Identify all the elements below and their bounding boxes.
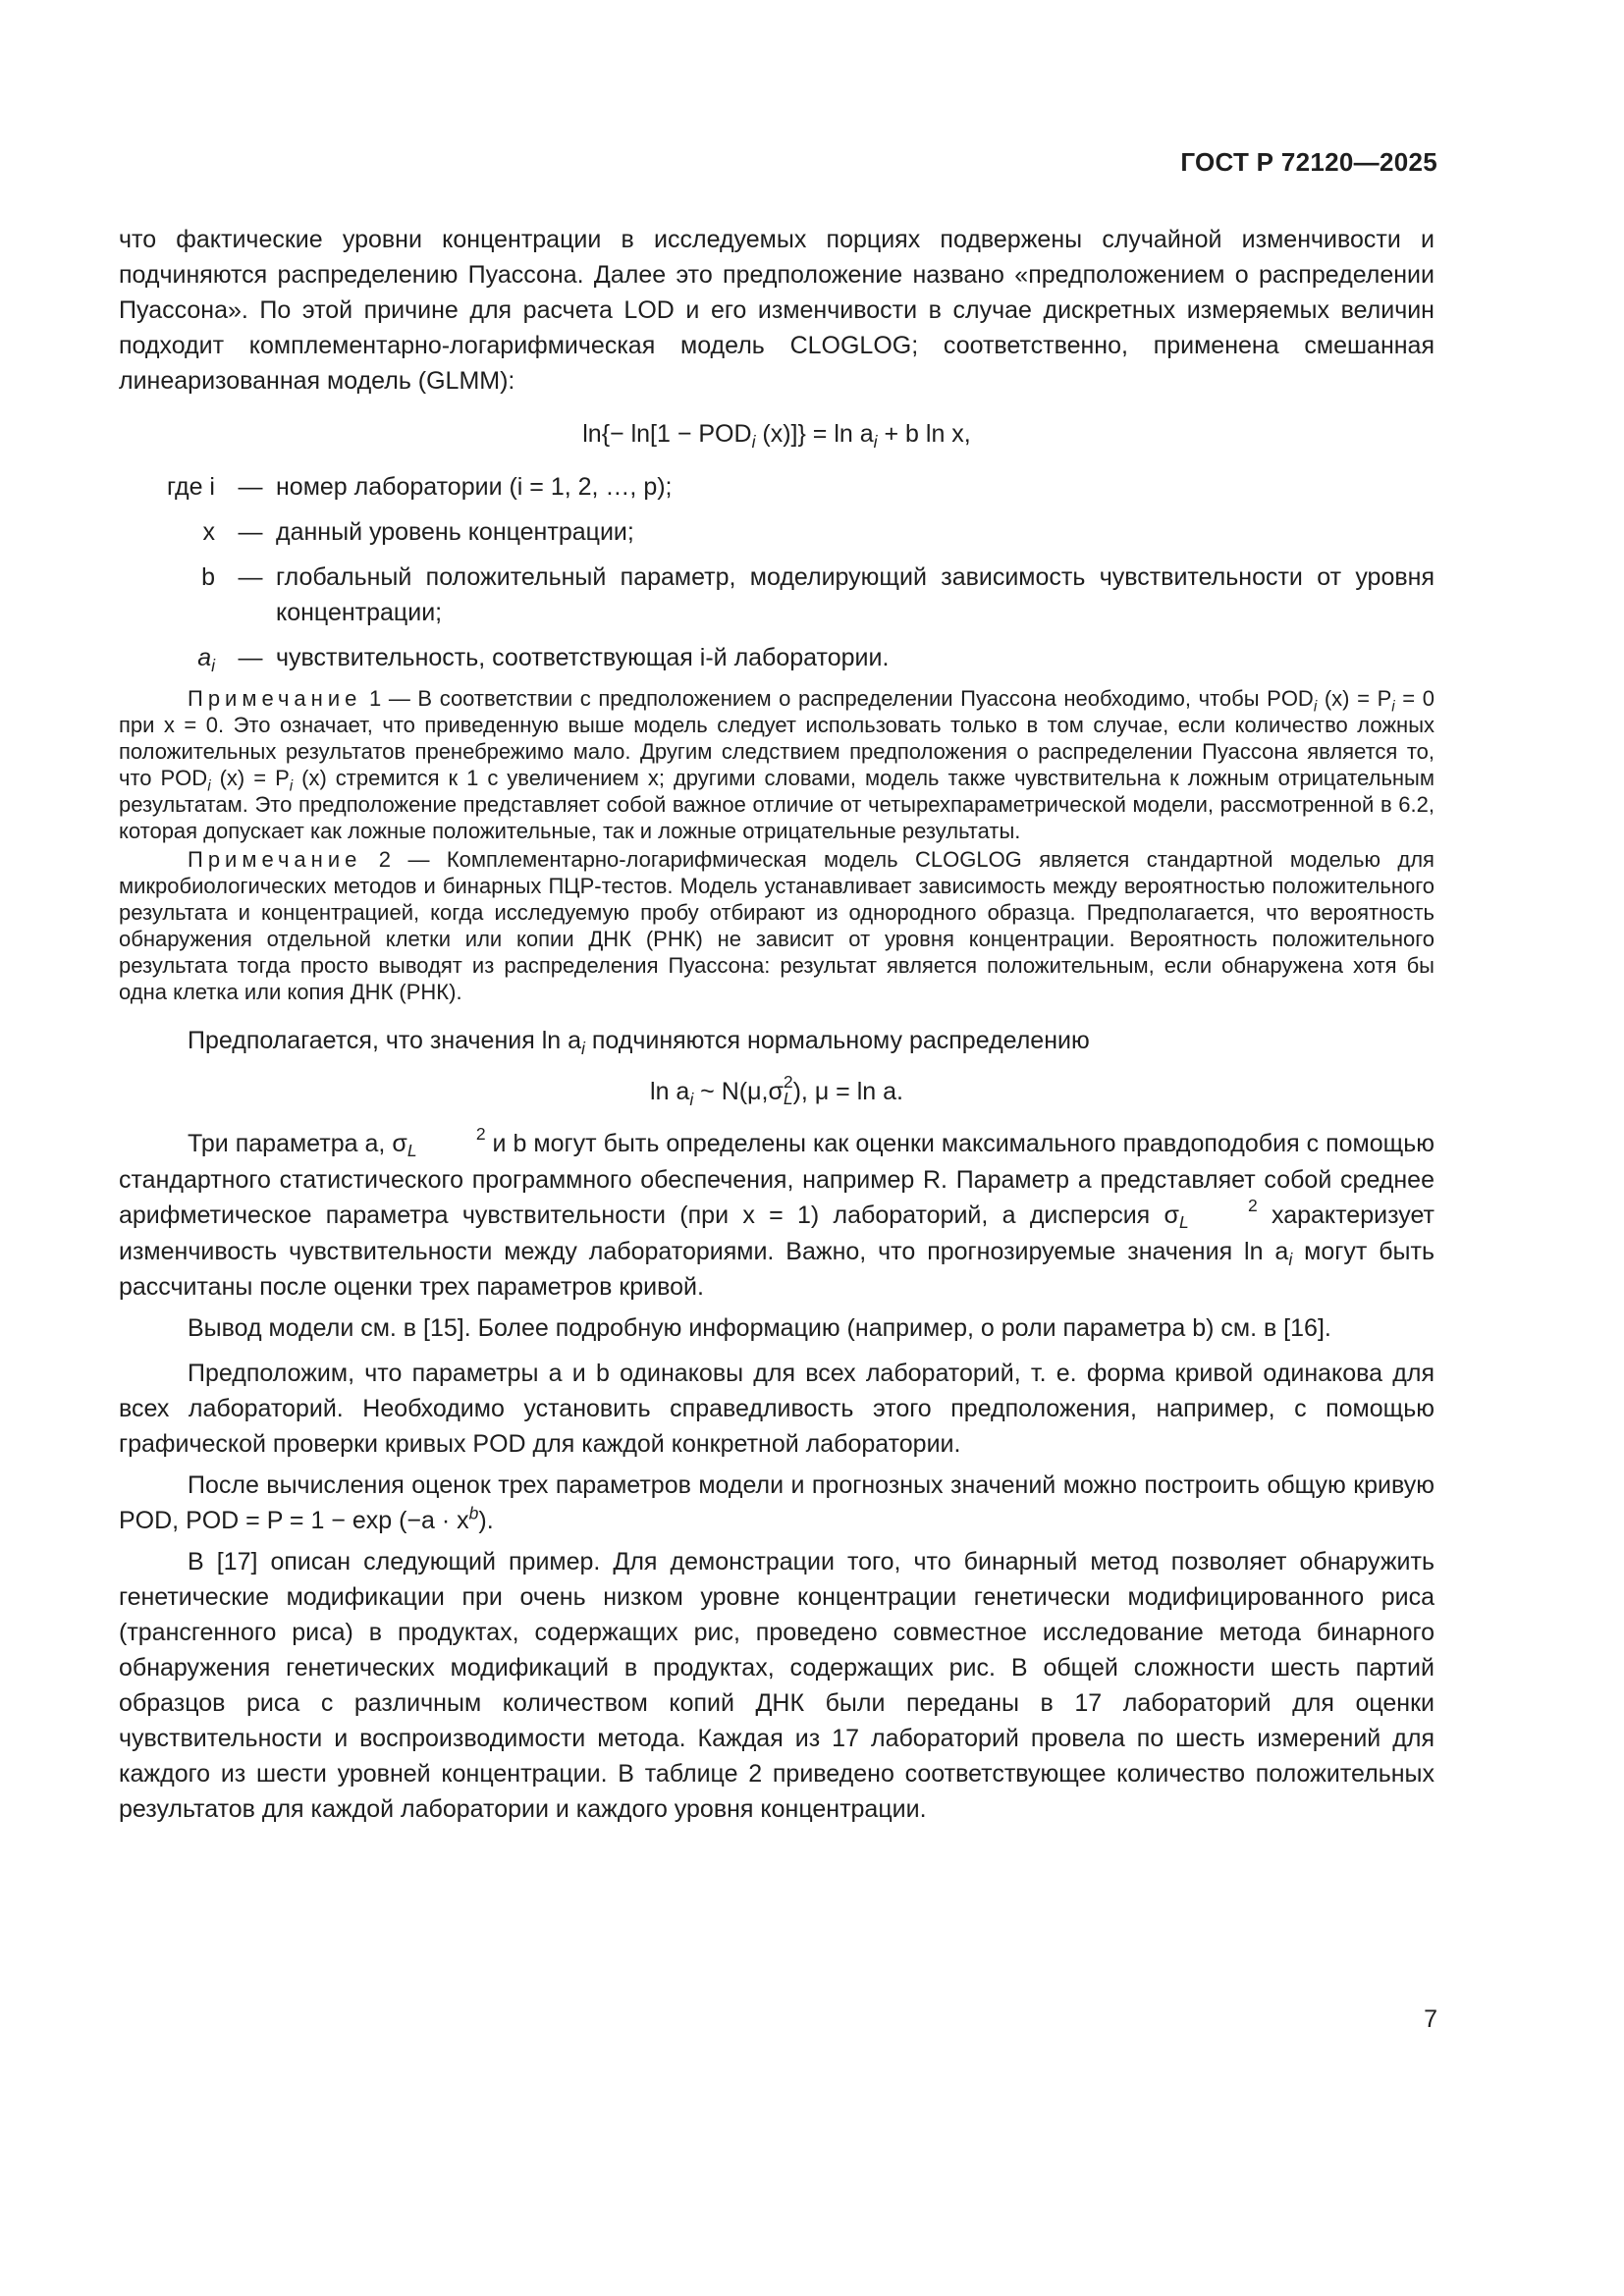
- formula-part: + b ln x,: [877, 420, 971, 448]
- subscript-i: i: [211, 656, 215, 675]
- formula-part: (x)]} = ln a: [755, 420, 874, 448]
- subscript-i: i: [289, 777, 294, 795]
- paragraph-intro: что фактические уровни концентрации в исследуемых порциях подвержены случайной изменчивости и подчиняются распределению Пуассона. Далее это предположение названо «предположением о распределении Пуассона». По этой причине для расчета LOD и его изменчивости в случае дискретных измеряемых величин подходит комплементарно-логарифмическая модель CLOGLOG; соответственно, применена смешанная линеаризованная модель (GLMM):: [119, 226, 1435, 395]
- definition-text: номер лаборатории (i = 1, 2, …, p);: [276, 473, 673, 501]
- subscript-i: i: [1313, 698, 1318, 716]
- subscript-L: L: [406, 1141, 417, 1161]
- sigma-indices: [406, 1123, 486, 1161]
- definition-row: [119, 514, 1435, 550]
- note-text: = 0 при x = 0. Это означает, что приведенную выше модель следует использовать только в том случае, если количество ложных положительных результатов пренебрежимо мало. Другим следствием предположения о распределении Пуассона является то, что POD: [119, 686, 1435, 790]
- definition-symbol: b: [201, 563, 215, 591]
- subscript-i: i: [207, 777, 211, 795]
- paragraph-model-derivation: Вывод модели см. в [15]. Более подробную информацию (например, о роли параметра b) см. в [16].: [188, 1313, 1331, 1342]
- page-content: [119, 222, 1435, 1827]
- note-number: 2: [378, 847, 392, 872]
- paragraph-text: характеризует изменчивость чувствительности между лабораториями. Важно, что прогнозируемые значения ln a: [119, 1201, 1435, 1265]
- note-dash: —: [388, 686, 410, 711]
- definition-text: чувствительность, соответствующая i-й лаборатории.: [276, 644, 890, 671]
- paragraph-text: Предполагается, что значения ln a: [188, 1027, 582, 1054]
- note-dash: —: [407, 847, 430, 872]
- standard-code-header: ГОСТ Р 72120—2025: [1180, 147, 1437, 177]
- variable-definitions: [119, 469, 1435, 675]
- subscript-L: L: [783, 1089, 793, 1109]
- superscript-2: 2: [783, 1071, 793, 1092]
- note-2: [119, 846, 1435, 1005]
- paragraph-normal-distribution: [119, 1023, 1435, 1058]
- superscript-2: 2: [475, 1123, 486, 1144]
- definition-row: [119, 469, 1435, 505]
- superscript-2: 2: [1247, 1195, 1258, 1215]
- formula-part: ~ N(μ,σ: [693, 1078, 784, 1105]
- formula-normal: [119, 1071, 1435, 1110]
- page-number: 7: [1424, 2005, 1437, 2033]
- subscript-i: i: [689, 1090, 694, 1109]
- definition-dash: —: [238, 518, 263, 546]
- definition-text: данный уровень концентрации;: [276, 518, 634, 546]
- subscript-i: i: [1391, 698, 1395, 716]
- paragraph-pod-curve: [119, 1468, 1435, 1538]
- definition-symbol: x: [202, 518, 215, 546]
- paragraph-text: могут быть рассчитаны после оценки трех параметров кривой.: [119, 1237, 1435, 1301]
- definition-dash: —: [238, 563, 263, 591]
- paragraph-text: ).: [478, 1506, 494, 1534]
- note-label: Примечание: [188, 847, 362, 872]
- paragraph-parameters: [119, 1123, 1435, 1305]
- sigma-indices: [783, 1071, 793, 1109]
- subscript-i: i: [751, 432, 756, 452]
- subscript-i: i: [873, 432, 878, 452]
- subscript-i: i: [581, 1039, 585, 1058]
- paragraph-assumption: Предположим, что параметры a и b одинаковы для всех лабораторий, т. е. форма кривой одинакова для всех лабораторий. Необходимо установить справедливость этого предположения, например, с помощью графической проверки кривых POD для каждой конкретной лаборатории.: [119, 1359, 1435, 1458]
- subscript-i: i: [1288, 1249, 1293, 1269]
- note-text: Комплементарно-логарифмическая модель CLOGLOG является стандартной моделью для микробиологических методов и бинарных ПЦР-тестов. Модель устанавливает зависимость между вероятностью положительного результата и концентрацией, когда исследуемую пробу отбирают из однородного образца. Предполагается, что вероятность обнаружения отдельной клетки или копии ДНК (РНК) не зависит от уровня концентрации. Вероятность положительного результата тогда просто выводят из распределения Пуассона: результат является положительным, если обнаружена хотя бы одна клетка или копия ДНК (РНК).: [119, 847, 1435, 1004]
- definition-dash: —: [238, 473, 263, 501]
- definition-row: [119, 640, 1435, 675]
- sigma-indices: [1178, 1195, 1258, 1233]
- superscript-b: b: [468, 1503, 479, 1523]
- symbol-a: a: [197, 644, 212, 671]
- definition-symbol: [119, 640, 225, 675]
- paragraph-example: В [17] описан следующий пример. Для демонстрации того, что бинарный метод позволяет обнаружить генетические модификации при очень низком уровне концентрации генетически модифицированного риса (трансгенного риса) в продуктах, содержащих рис, проведено совместное исследование метода бинарного обнаружения генетических модификаций в продуктах, содержащих рис. В общей сложности шесть партий образцов риса с различным количеством копий ДНК были переданы в 17 лабораторий для оценки чувствительности и воспроизводимости метода. Каждая из 17 лабораторий провела по шесть измерений для каждого из шести уровней концентрации. В таблице 2 приведено соответствующее количество положительных результатов для каждой лаборатории и каждого уровня концентрации.: [119, 1547, 1435, 1823]
- definition-row: [119, 560, 1435, 630]
- note-1: [119, 685, 1435, 844]
- paragraph-text: и b могут быть определены как оценки максимального правдоподобия с помощью стандартного статистического программного обеспечения, например R. Параметр a представляет собой среднее арифметическое параметра чувствительности (при x = 1) лабораторий, а дисперсия σ: [119, 1129, 1435, 1229]
- note-number: 1: [368, 686, 382, 711]
- formula-glmm: [119, 416, 1435, 452]
- formula-part: ln{− ln[1 − POD: [582, 420, 752, 448]
- note-label: Примечание: [188, 686, 362, 711]
- note-text: (x) = P: [210, 766, 290, 790]
- definition-symbol: где i: [167, 473, 215, 501]
- formula-part: ), μ = ln a.: [792, 1078, 903, 1105]
- definition-dash: —: [238, 644, 263, 671]
- formula-part: ln a: [650, 1078, 690, 1105]
- note-text: (x) = P: [1317, 686, 1392, 711]
- note-text: В соответствии с предположением о распределении Пуассона необходимо, чтобы POD: [417, 686, 1314, 711]
- subscript-L: L: [1178, 1212, 1189, 1233]
- definition-text: глобальный положительный параметр, моделирующий зависимость чувствительности от уровня концентрации;: [276, 563, 1435, 626]
- paragraph-text: Три параметра a, σ: [188, 1129, 407, 1157]
- note-text: (x) стремится к 1 с увеличением x; другими словами, модель также чувствительна к ложным отрицательным результатам. Это предположение представляет собой важное отличие от четырехпараметрической модели, рассмотренной в 6.2, которая допускает как ложные положительные, так и ложные отрицательные результаты.: [119, 766, 1435, 843]
- paragraph-text: После вычисления оценок трех параметров модели и прогнозных значений можно построить общую кривую POD, POD = P = 1 − exp (−a · x: [119, 1470, 1435, 1534]
- paragraph-text: подчиняются нормальному распределению: [584, 1027, 1090, 1054]
